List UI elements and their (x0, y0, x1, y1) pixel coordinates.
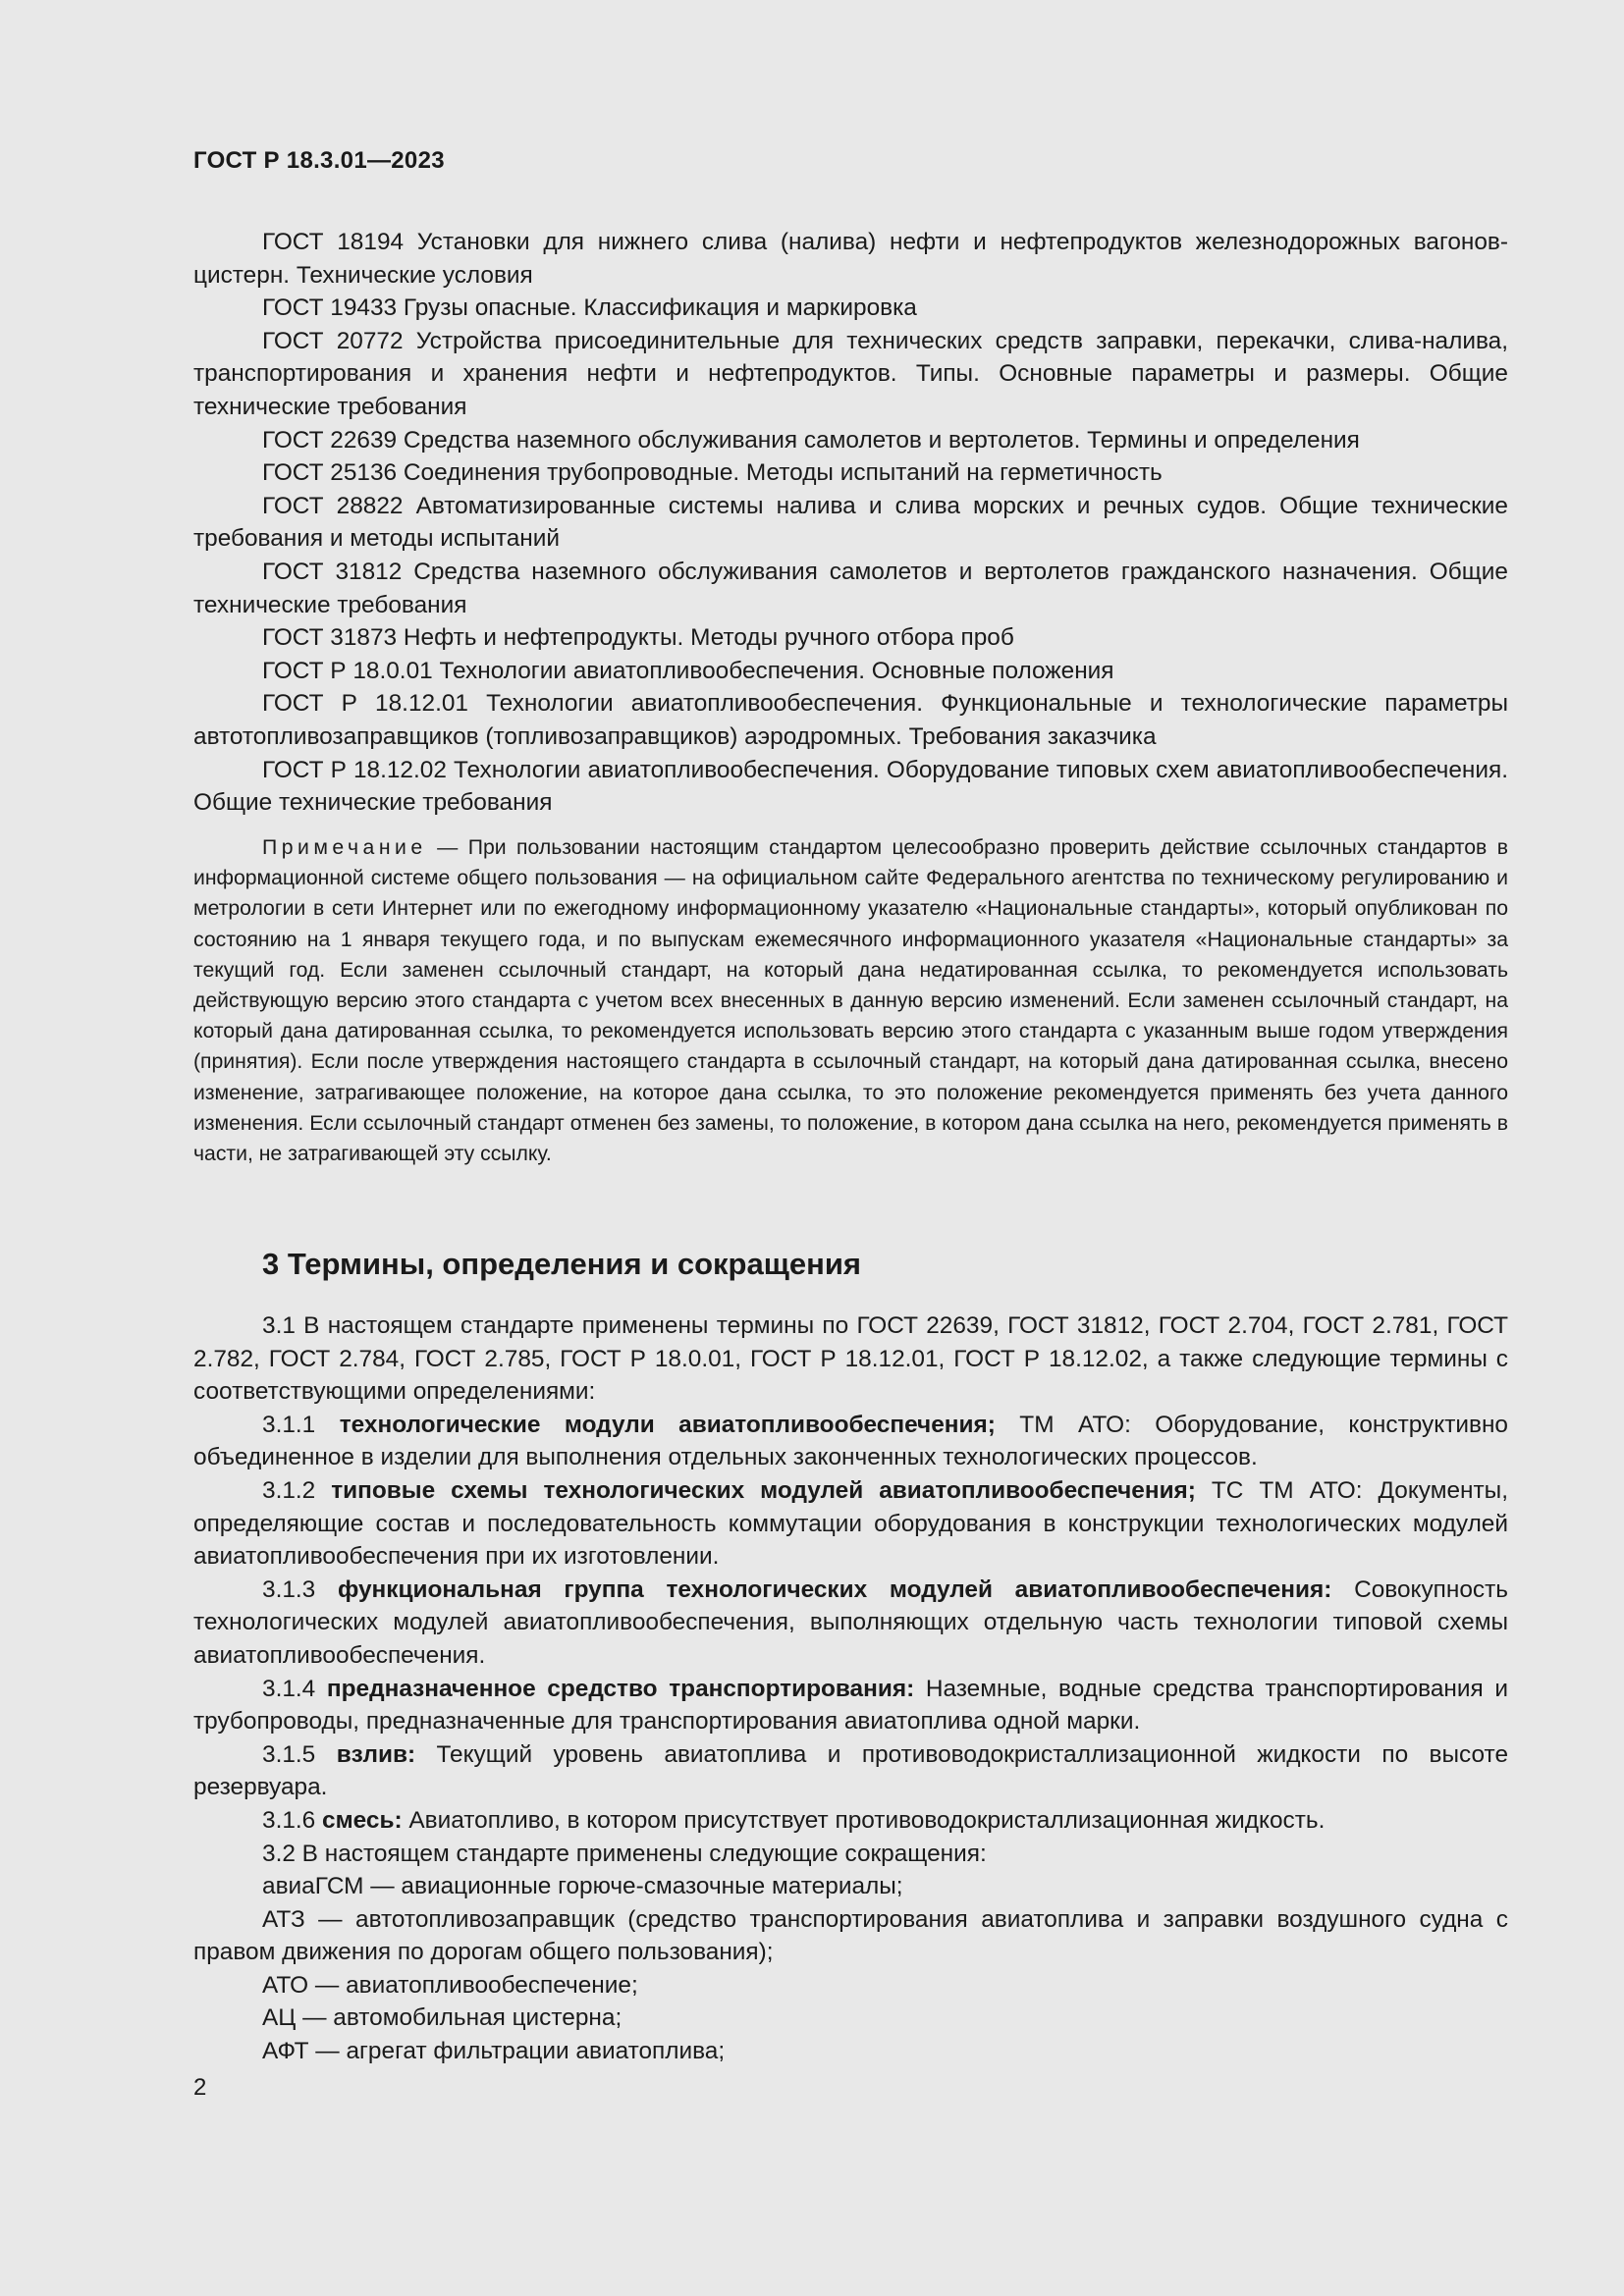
term-definition: Авиатопливо, в котором присутствует противоводокристаллизационная жидкость. (402, 1806, 1326, 1834)
note-text: — При пользовании настоящим стандартом целесообразно проверить действие ссылочных стандартов в информационной системе общего пользования — на официальном сайте Федерального агентства по техническому регулированию и метрологии в сети Интернет или по ежегодному информационному указателю «Национальные стандарты», который опубликован по состоянию на 1 января текущего года, и по выпускам ежемесячного информационного указателя «Национальные стандарты» за текущий год. Если заменен ссылочный стандарт, на который дана недатированная ссылка, то рекомендуется использовать действующую версию этого стандарта с учетом всех внесенных в данную версию изменений. Если заменен ссылочный стандарт, на который дана датированная ссылка, то рекомендуется использовать версию этого стандарта с указанным выше годом утверждения (принятия). Если после утверждения настоящего стандарта в ссылочный стандарт, на который дана датированная ссылка, внесено изменение, затрагивающее положение, на которое дана ссылка, то это положение рекомендуется применять без учета данного изменения. Если ссылочный стандарт отменен без замены, то положение, в котором дана ссылка на него, рекомендуется применять в части, не затрагивающей эту ссылку. (193, 836, 1508, 1166)
term-number: 3.1.6 (262, 1806, 323, 1834)
term-item (193, 1474, 1508, 1574)
term-definition: Текущий уровень авиатоплива и противоводокристаллизационной жидкости по высоте резервуара. (193, 1740, 1509, 1801)
term-number: 3.1.5 (262, 1740, 337, 1768)
abbreviation-item: АЦ — автомобильная цистерна; (262, 2004, 623, 2032)
term-name: функциональная группа технологических модулей авиатопливообеспечения: (337, 1575, 1332, 1603)
term-name: смесь: (322, 1806, 403, 1834)
term-item (193, 1673, 1508, 1738)
reference-item: ГОСТ 20772 Устройства присоединительные для технических средств заправки, перекачки, слива-налива, транспортирования и хранения нефти и нефтепродуктов. Типы. Основные параметры и размеры. Общие технические требования (193, 327, 1508, 420)
reference-item: ГОСТ Р 18.12.02 Технологии авиатопливообеспечения. Оборудование типовых схем авиатопливообеспечения. Общие технические требования (193, 756, 1508, 817)
term-definition: Совокупность технологических модулей авиатопливообеспечения, выполняющих отдельную часть технологии типовой схемы авиатопливообеспечения. (193, 1575, 1508, 1669)
term-item (193, 1738, 1508, 1804)
term-definition: ТС ТМ АТО: Документы, определяющие состав и последовательность коммутации оборудования в конструкции технологических модулей авиатопливообеспечения при их изготовлении. (193, 1476, 1508, 1571)
reference-item: ГОСТ 19433 Грузы опасные. Классификация и маркировка (262, 294, 917, 322)
normative-references (193, 226, 1508, 820)
terms-section (193, 1309, 1508, 2068)
reference-item: ГОСТ 31812 Средства наземного обслуживания самолетов и вертолетов гражданского назначения. Общие технические требования (193, 558, 1508, 618)
term-name: взлив: (336, 1740, 416, 1768)
term-number: 3.1.2 (262, 1476, 332, 1504)
term-name: предназначенное средство транспортирования: (326, 1675, 915, 1702)
term-item (193, 1804, 1508, 1838)
note-block (193, 832, 1508, 1169)
section-title: 3 Термины, определения и сокращения (262, 1247, 861, 1281)
terms-intro: 3.1 В настоящем стандарте применены термины по ГОСТ 22639, ГОСТ 31812, ГОСТ 2.704, ГОСТ 2.781, ГОСТ 2.782, ГОСТ 2.784, ГОСТ 2.785, ГОСТ Р 18.0.01, ГОСТ Р 18.12.01, ГОСТ Р 18.12.02, а также следующие термины с соответствующими определениями: (193, 1312, 1508, 1406)
note-paragraph (193, 832, 1508, 1169)
document-header: ГОСТ Р 18.3.01—2023 (193, 147, 445, 174)
term-definition: Наземные, водные средства транспортирования и трубопроводы, предназначенные для транспортирования авиатоплива одной марки. (193, 1675, 1508, 1735)
term-item (193, 1574, 1508, 1673)
term-definition: ТМ АТО: Оборудование, конструктивно объединенное в изделии для выполнения отдельных законченных технологических процессов. (193, 1411, 1508, 1471)
abbreviations-intro: 3.2 В настоящем стандарте применены следующие сокращения: (262, 1840, 987, 1867)
term-number: 3.1.3 (262, 1575, 338, 1603)
abbreviation-item: АТЗ — автотопливозаправщик (средство транспортирования авиатоплива и заправки воздушного судна с правом движения по дорогам общего пользования); (193, 1905, 1508, 1966)
reference-item: ГОСТ Р 18.0.01 Технологии авиатопливообеспечения. Основные положения (262, 657, 1114, 684)
abbreviation-item: АТО — авиатопливообеспечение; (262, 1971, 638, 1999)
reference-item: ГОСТ 31873 Нефть и нефтепродукты. Методы ручного отбора проб (262, 624, 1014, 652)
note-label: Примечание (262, 836, 427, 859)
term-name: технологические модули авиатопливообеспечения; (339, 1411, 996, 1438)
term-name: типовые схемы технологических модулей авиатопливообеспечения; (331, 1476, 1196, 1504)
reference-item: ГОСТ 22639 Средства наземного обслуживания самолетов и вертолетов. Термины и определения (262, 426, 1360, 454)
term-number: 3.1.4 (262, 1675, 327, 1702)
page-number: 2 (193, 2074, 207, 2101)
term-item (193, 1409, 1508, 1474)
abbreviation-item: АФТ — агрегат фильтрации авиатоплива; (262, 2038, 726, 2065)
reference-item: ГОСТ Р 18.12.01 Технологии авиатопливообеспечения. Функциональные и технологические параметры автотопливозаправщиков (топливозаправщиков) аэродромных. Требования заказчика (193, 690, 1508, 750)
term-number: 3.1.1 (262, 1411, 340, 1438)
reference-item: ГОСТ 25136 Соединения трубопроводные. Методы испытаний на герметичность (262, 459, 1163, 487)
abbreviation-item: авиаГСМ — авиационные горюче-смазочные материалы; (262, 1873, 903, 1900)
reference-item: ГОСТ 28822 Автоматизированные системы налива и слива морских и речных судов. Общие технические требования и методы испытаний (193, 492, 1508, 553)
reference-item: ГОСТ 18194 Установки для нижнего слива (налива) нефти и нефтепродуктов железнодорожных вагонов-цистерн. Технические условия (193, 229, 1508, 289)
